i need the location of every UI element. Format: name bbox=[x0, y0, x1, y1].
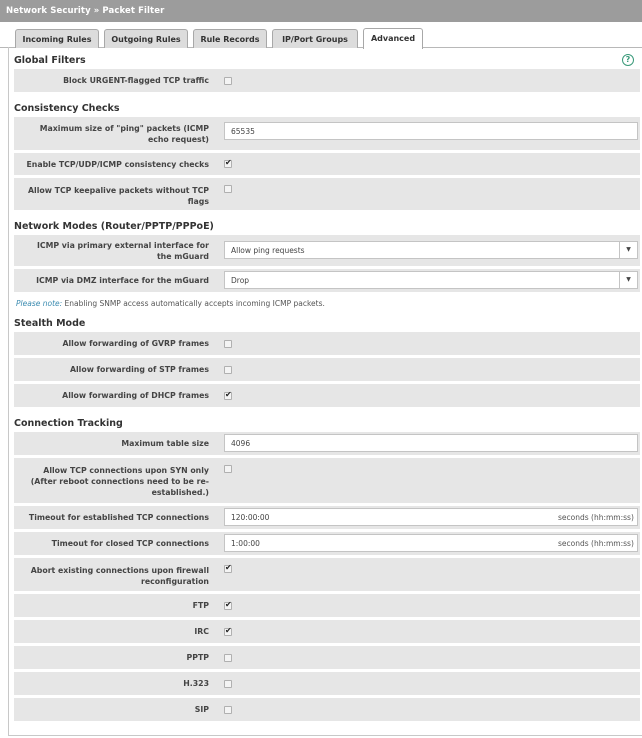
section-title: Stealth Mode bbox=[14, 318, 86, 329]
field-label: IRC bbox=[194, 627, 209, 636]
field-label: Enable TCP/UDP/ICMP consistency checks bbox=[26, 159, 209, 169]
syn-only-checkbox[interactable] bbox=[224, 465, 232, 473]
field-label: Maximum table size bbox=[121, 439, 209, 448]
abort-connections-checkbox[interactable] bbox=[224, 565, 232, 573]
row-block-urgent bbox=[14, 69, 640, 92]
field-label: ICMP via primary external interface for the mGuard bbox=[37, 240, 209, 261]
unit-label: seconds (hh:mm:ss) bbox=[553, 534, 638, 552]
field-label: Abort existing connections upon firewall reconfiguration bbox=[30, 566, 209, 586]
select-value: Allow ping requests bbox=[231, 246, 305, 255]
unit-label: seconds (hh:mm:ss) bbox=[553, 508, 638, 526]
icmp-dmz-select[interactable] bbox=[224, 271, 638, 289]
field-label: FTP bbox=[192, 601, 209, 610]
row-icmp-dmz bbox=[14, 269, 640, 292]
field-label: SIP bbox=[194, 705, 209, 714]
keepalive-checkbox[interactable] bbox=[224, 185, 232, 193]
section-title: Network Modes (Router/PPTP/PPPoE) bbox=[14, 221, 214, 232]
section-connection-tracking bbox=[14, 410, 640, 432]
field-label: Allow TCP keepalive packets without TCP flags bbox=[27, 186, 209, 206]
sip-checkbox[interactable] bbox=[224, 706, 232, 714]
timeout-closed-input[interactable]: 1:00:00 bbox=[224, 534, 554, 552]
tab-bar bbox=[0, 26, 642, 48]
chevron-down-icon: ▼ bbox=[619, 272, 637, 288]
block-urgent-checkbox[interactable] bbox=[224, 77, 232, 85]
irc-checkbox[interactable] bbox=[224, 628, 232, 636]
advanced-panel bbox=[8, 47, 642, 736]
field-label: Allow forwarding of GVRP frames bbox=[62, 339, 209, 348]
row-syn-only bbox=[14, 458, 640, 503]
section-title: Connection Tracking bbox=[14, 418, 123, 429]
field-label: Allow TCP connections upon SYN only (After reboot connections need to be re-established.) bbox=[30, 466, 209, 497]
row-icmp-ext bbox=[14, 235, 640, 266]
field-label: Allow forwarding of STP frames bbox=[69, 365, 209, 374]
ftp-checkbox[interactable] bbox=[224, 602, 232, 610]
row-ping-size bbox=[14, 117, 640, 150]
row-h323 bbox=[14, 672, 640, 695]
h323-checkbox[interactable] bbox=[224, 680, 232, 688]
field-label: Maximum size of "ping" packets (ICMP echo request) bbox=[39, 123, 209, 144]
row-timeout-established bbox=[14, 506, 640, 529]
section-stealth-mode bbox=[14, 310, 640, 332]
tab-rule-records[interactable]: Rule Records bbox=[193, 29, 267, 48]
ping-size-input[interactable]: 65535 bbox=[224, 122, 638, 140]
row-pptp bbox=[14, 646, 640, 669]
note-label: Please note: bbox=[16, 299, 63, 308]
select-value: Drop bbox=[231, 276, 250, 285]
tab-advanced[interactable]: Advanced bbox=[363, 28, 423, 49]
row-max-table bbox=[14, 432, 640, 455]
row-irc bbox=[14, 620, 640, 643]
tab-outgoing-rules[interactable]: Outgoing Rules bbox=[104, 29, 188, 48]
section-network-modes bbox=[14, 213, 640, 235]
field-label: Block URGENT-flagged TCP traffic bbox=[63, 76, 209, 85]
field-label: PPTP bbox=[186, 653, 209, 662]
timeout-established-input[interactable]: 120:00:00 bbox=[224, 508, 554, 526]
row-stp bbox=[14, 358, 640, 381]
chevron-down-icon: ▼ bbox=[619, 242, 637, 258]
row-abort-connections bbox=[14, 558, 640, 591]
row-gvrp bbox=[14, 332, 640, 355]
row-keepalive bbox=[14, 178, 640, 210]
breadcrumb: Network Security » Packet Filter bbox=[0, 0, 642, 22]
field-label: ICMP via DMZ interface for the mGuard bbox=[36, 276, 209, 285]
row-timeout-closed bbox=[14, 532, 640, 555]
dhcp-checkbox[interactable] bbox=[224, 392, 232, 400]
field-label: Timeout for established TCP connections bbox=[28, 513, 209, 522]
help-icon[interactable]: ? bbox=[622, 54, 634, 66]
gvrp-checkbox[interactable] bbox=[224, 340, 232, 348]
max-table-input[interactable]: 4096 bbox=[224, 434, 638, 452]
field-label: H.323 bbox=[183, 679, 209, 688]
pptp-checkbox[interactable] bbox=[224, 654, 232, 662]
enable-checks-checkbox[interactable] bbox=[224, 160, 232, 168]
stp-checkbox[interactable] bbox=[224, 366, 232, 374]
icmp-external-select[interactable] bbox=[224, 241, 638, 259]
tab-ip-port-groups[interactable]: IP/Port Groups bbox=[272, 29, 358, 48]
row-ftp bbox=[14, 594, 640, 617]
field-label: Allow forwarding of DHCP frames bbox=[62, 391, 209, 400]
section-global-filters bbox=[14, 47, 640, 69]
row-dhcp bbox=[14, 384, 640, 407]
section-consistency-checks bbox=[14, 95, 640, 117]
row-enable-checks bbox=[14, 153, 640, 175]
snmp-note bbox=[14, 295, 640, 310]
row-sip bbox=[14, 698, 640, 721]
tab-incoming-rules[interactable]: Incoming Rules bbox=[15, 29, 99, 48]
section-title: Global Filters bbox=[14, 55, 86, 66]
section-title: Consistency Checks bbox=[14, 103, 120, 114]
field-label: Timeout for closed TCP connections bbox=[51, 539, 209, 548]
note-text: Enabling SNMP access automatically accepts incoming ICMP packets. bbox=[64, 299, 325, 308]
